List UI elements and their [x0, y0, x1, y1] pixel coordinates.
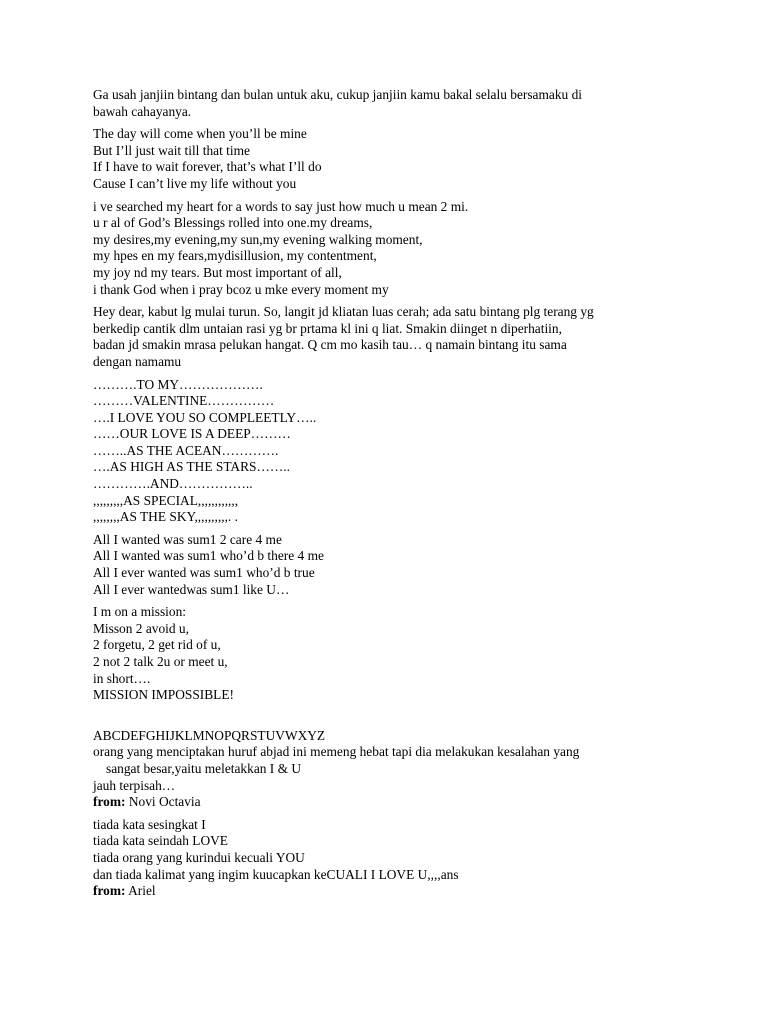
text-line: Misson 2 avoid u, — [93, 620, 189, 636]
text-line: All I ever wantedwas sum1 like U… — [93, 581, 290, 597]
from-label: from: — [93, 883, 126, 899]
text-line: ……OUR LOVE IS A DEEP……… — [93, 426, 291, 442]
from-label: from: — [93, 794, 126, 810]
text-line: 2 forgetu, 2 get rid of u, — [93, 637, 221, 653]
text-line: orang yang menciptakan huruf abjad ini memeng hebat tapi dia melakukan kesalahan yang — [93, 744, 580, 760]
text-line: But I’ll just wait till that time — [93, 142, 250, 158]
paragraph-searched-heart — [93, 199, 693, 299]
text-line: I m on a mission: — [93, 604, 186, 620]
paragraph-mission — [93, 604, 693, 704]
attribution — [93, 883, 693, 900]
text-line: dan tiada kalimat yang ingim kuucapkan keCUALI I LOVE U,,,,ans — [93, 866, 459, 882]
spacer — [93, 710, 693, 728]
text-line: Hey dear, kabut lg mulai turun. So, langit jd kliatan luas cerah; ada satu bintang plg terang yg — [93, 304, 594, 320]
text-line: jauh terpisah… — [93, 777, 176, 793]
text-line: my desires,my evening,my sun,my evening walking moment, — [93, 231, 423, 247]
text-line: bawah cahayanya. — [93, 103, 192, 119]
text-line: ….I LOVE YOU SO COMPLEETLY….. — [93, 409, 317, 425]
paragraph-all-i-wanted — [93, 532, 693, 598]
text-line: If I have to wait forever, that’s what I’ll do — [93, 159, 322, 175]
text-line: ……..AS THE ACEAN…………. — [93, 442, 279, 458]
text-line: ………VALENTINE…………… — [93, 393, 275, 409]
text-line: MISSION IMPOSSIBLE! — [93, 687, 234, 703]
text-line: berkedip cantik dlm untaian rasi yg br prtama kl ini q liat. Smakin diinget n diperhatiin, — [93, 320, 562, 336]
text-line: The day will come when you’ll be mine — [93, 126, 307, 142]
text-line: ….AS HIGH AS THE STARS…….. — [93, 459, 290, 475]
paragraph-abjad — [93, 728, 693, 811]
text-line: ,,,,,,,,AS THE SKY,,,,,,,,,,. . — [93, 509, 238, 525]
text-line: 2 not 2 talk 2u or meet u, — [93, 654, 228, 669]
text-line: ………….AND…………….. — [93, 476, 253, 492]
document-page — [93, 87, 693, 906]
paragraph-hey-dear — [93, 304, 693, 370]
paragraph-tiada — [93, 817, 693, 900]
text-line: ……….TO MY………………. — [93, 376, 263, 392]
author-name: Novi Octavia — [125, 794, 201, 810]
text-line: All I wanted was sum1 who’d b there 4 me — [93, 548, 324, 564]
alphabet-line: ABCDEFGHIJKLMNOPQRSTUVWXYZ — [93, 727, 326, 743]
text-line: tiada kata seindah LOVE — [93, 833, 228, 849]
text-line: dengan namamu — [93, 353, 182, 369]
text-line: sangat besar,yaitu meletakkan I & U — [106, 760, 302, 776]
text-line: All I wanted was sum1 2 care 4 me — [93, 531, 282, 547]
text-line: tiada kata sesingkat I — [93, 816, 206, 832]
text-line: Cause I can’t live my life without you — [93, 175, 297, 191]
text-line: i thank God when i pray bcoz u mke every moment my — [93, 281, 389, 297]
text-line: i ve searched my heart for a words to say just how much u mean 2 mi. — [93, 198, 469, 214]
paragraph-intro — [93, 87, 693, 120]
text-line: my joy nd my tears. But most important of all, — [93, 264, 342, 280]
text-line: ,,,,,,,,,AS SPECIAL,,,,,,,,,,,, — [93, 492, 239, 508]
attribution — [93, 794, 693, 811]
paragraph-valentine — [93, 377, 693, 526]
text-line: tiada orang yang kurindui kecuali YOU — [93, 849, 305, 865]
paragraph-day-will-come — [93, 126, 693, 192]
author-name: Ariel — [125, 883, 156, 899]
text-line: u r al of God’s Blessings rolled into one.my dreams, — [93, 215, 373, 231]
text-line: badan jd smakin mrasa pelukan hangat. Q cm mo kasih tau… q namain bintang itu sama — [93, 337, 567, 353]
text-line: Ga usah janjiin bintang dan bulan untuk aku, cukup janjiin kamu bakal selalu bersamaku di — [93, 87, 583, 102]
text-line: in short…. — [93, 670, 151, 686]
text-line: my hpes en my fears,mydisillusion, my contentment, — [93, 248, 377, 264]
text-line: All I ever wanted was sum1 who’d b true — [93, 565, 315, 581]
